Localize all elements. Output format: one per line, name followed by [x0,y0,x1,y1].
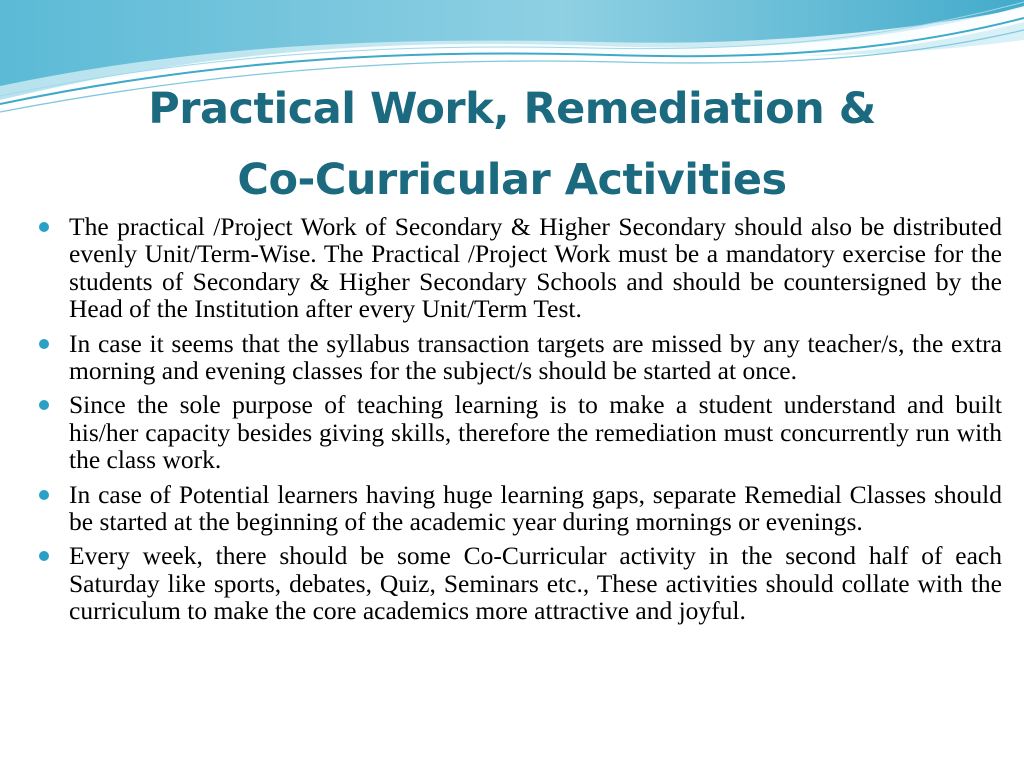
list-item [38,213,1002,323]
round-bullet-icon [39,400,49,410]
list-item [38,391,1002,473]
round-bullet-icon [39,551,49,561]
bullet-text: In case of Potential learners having huge learning gaps, separate Remedial Classes should be started at the beginning of the academic year during mornings or evenings. [69,479,1002,537]
round-bullet-icon [39,490,49,500]
round-bullet-icon [39,339,49,349]
title-line-2: Co-Curricular Activities [237,155,787,205]
bullet-text: The practical /Project Work of Secondary & Higher Secondary should also be distributed evenly Unit/Term-Wise. The Practical /Project Work must be a mandatory exercise for the students of Secondary & Higher Secondary Schools and should be countersigned by the Head of the Institution after every Unit/Term Test. [69,212,1002,324]
bullet-text: Every week, there should be some Co-Curricular activity in the second half of each Saturday like sports, debates, Quiz, Seminars etc., These activities should collate with the curriculum to make the core academics more attractive and joyful. [69,541,1002,626]
round-bullet-icon [39,222,49,232]
bullet-list [38,213,1002,632]
bullet-text: Since the sole purpose of teaching learning is to make a student understand and built his/her capacity besides giving skills, therefore the remediation must concurrently run with the class work. [69,390,1002,475]
title-line-1: Practical Work, Remediation & [148,84,876,134]
list-item [38,330,1002,385]
list-item [38,481,1002,536]
slide-title [0,74,1024,216]
list-item [38,542,1002,624]
bullet-text: In case it seems that the syllabus transaction targets are missed by any teacher/s, the extra morning and evening classes for the subject/s should be started at once. [69,328,1002,386]
